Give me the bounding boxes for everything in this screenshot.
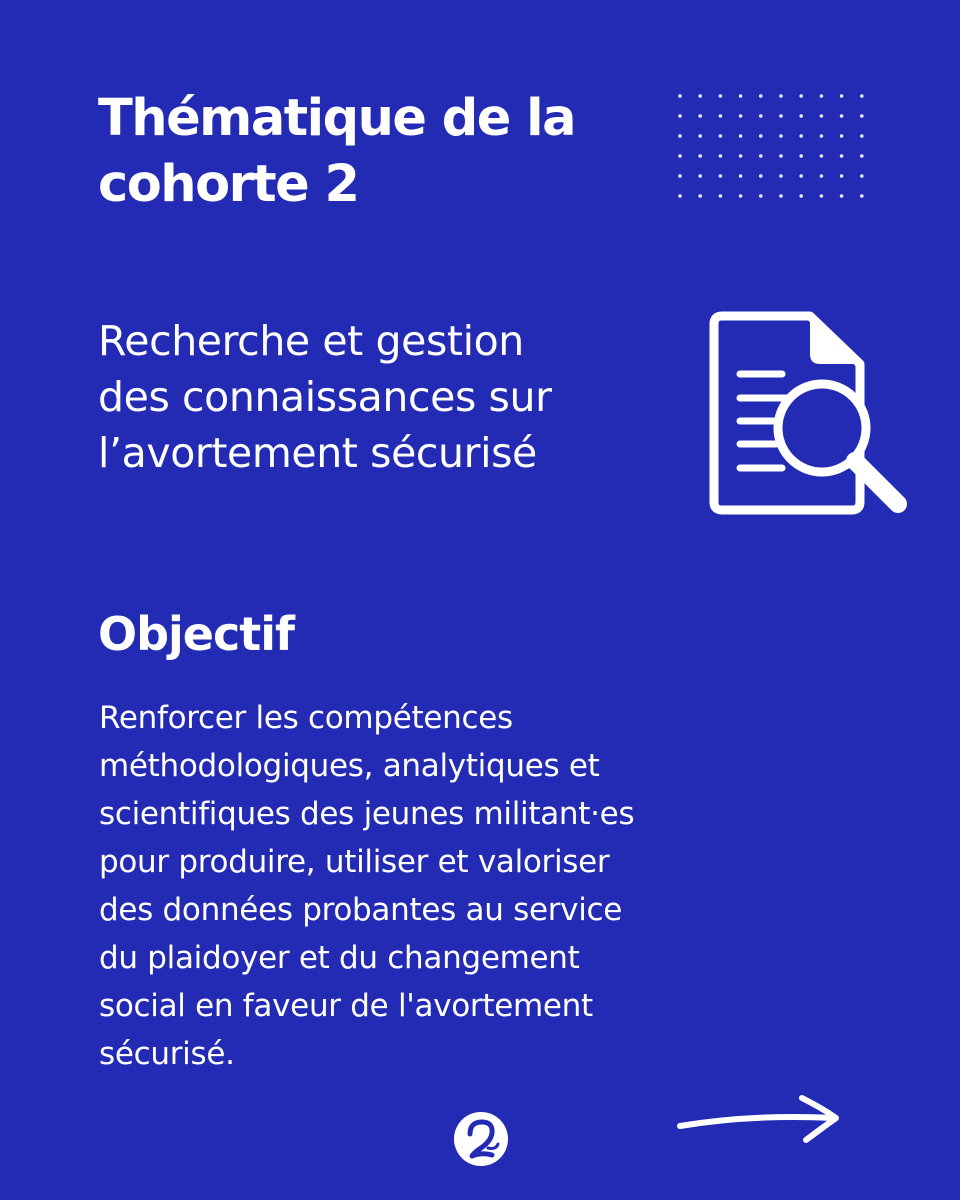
grid-dot [739,154,743,158]
grid-dot [779,154,783,158]
grid-dot [860,94,864,98]
objective-line-7: social en faveur de l'avortement [99,988,593,1024]
title-line-2: cohorte 2 [98,155,359,214]
grid-dot [860,134,864,138]
grid-dot [698,134,702,138]
grid-dot [759,194,763,198]
grid-dot [799,154,803,158]
grid-dot [860,194,864,198]
objective-line-3: scientifiques des jeunes militant·es [99,796,635,832]
grid-dot [820,94,824,98]
grid-dot [799,134,803,138]
grid-dot [698,114,702,118]
grid-dot [840,194,844,198]
grid-dot [759,134,763,138]
grid-dot [860,114,864,118]
grid-dot [678,194,682,198]
grid-dot [820,114,824,118]
grid-dot [860,174,864,178]
dot-grid-decoration [676,92,866,200]
grid-dot [698,174,702,178]
grid-dot [840,114,844,118]
grid-dot [678,174,682,178]
grid-dot [840,94,844,98]
grid-dot [779,94,783,98]
objective-line-5: des données probantes au service [99,892,623,928]
theme-subtitle-line-3: l’avortement sécurisé [98,429,537,477]
grid-dot [719,194,723,198]
grid-dot [719,154,723,158]
grid-dot [779,114,783,118]
theme-subtitle-line-1: Recherche et gestion [98,317,524,365]
arrow-right-icon[interactable] [672,1088,848,1146]
grid-dot [678,154,682,158]
grid-dot [759,94,763,98]
theme-subtitle [98,313,552,481]
grid-dot [719,114,723,118]
grid-dot [739,174,743,178]
grid-dot [678,94,682,98]
grid-dot [840,134,844,138]
grid-dot [779,134,783,138]
grid-dot [860,154,864,158]
grid-dot [739,94,743,98]
grid-dot [840,154,844,158]
grid-dot [719,94,723,98]
grid-dot [820,154,824,158]
page-title [98,86,575,218]
grid-dot [820,134,824,138]
objective-heading: Objectif [98,607,295,661]
grid-dot [759,174,763,178]
grid-dot [799,174,803,178]
grid-dot [719,174,723,178]
grid-dot [820,194,824,198]
objective-line-1: Renforcer les compétences [99,700,513,736]
grid-dot [779,194,783,198]
grid-dot [739,134,743,138]
objective-line-8: sécurisé. [99,1036,235,1072]
objective-line-6: du plaidoyer et du changement [99,940,580,976]
document-search-icon [700,302,915,522]
grid-dot [739,194,743,198]
grid-dot [678,114,682,118]
theme-subtitle-line-2: des connaissances sur [98,373,552,421]
grid-dot [698,154,702,158]
title-line-1: Thématique de la [98,89,576,148]
grid-dot [840,174,844,178]
objective-line-2: méthodologiques, analytiques et [99,748,600,784]
grid-dot [719,134,723,138]
grid-dot [820,174,824,178]
brand-logo-icon [452,1110,510,1168]
grid-dot [698,194,702,198]
grid-dot [799,194,803,198]
grid-dot [779,174,783,178]
grid-dot [799,114,803,118]
grid-dot [759,114,763,118]
objective-description [99,694,634,1078]
objective-line-4: pour produire, utiliser et valoriser [99,844,610,880]
grid-dot [678,134,682,138]
grid-dot [799,94,803,98]
grid-dot [739,114,743,118]
grid-dot [698,94,702,98]
grid-dot [759,154,763,158]
